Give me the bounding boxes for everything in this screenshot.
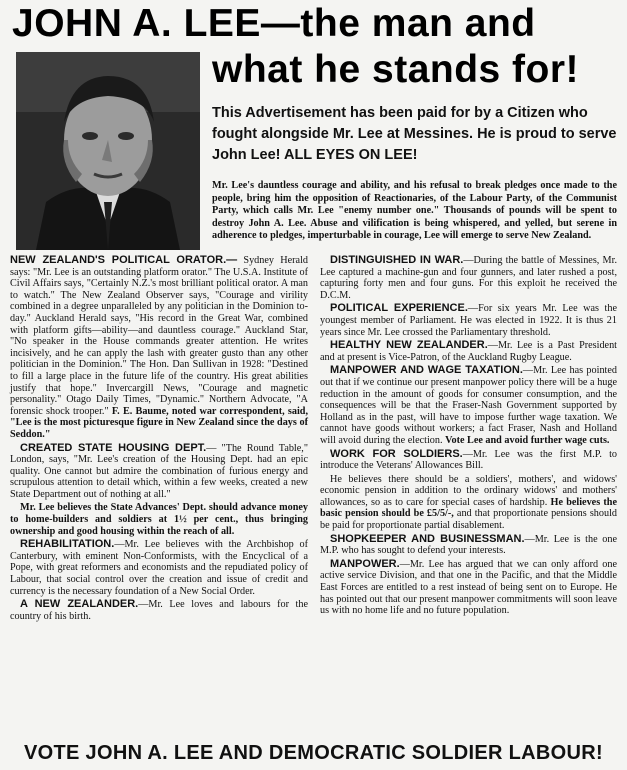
nz-body: —Mr. Lee loves and labours for the country of his birth. <box>10 599 309 622</box>
mp-section <box>320 559 617 617</box>
pol-body: —For six years Mr. Lee was the youngest member of Parliament. He was elected in 1922. It is thus 21 years since Mr. Lee crossed the Parliamentary threshold. <box>320 303 618 338</box>
nz-heading: A NEW ZEALANDER. <box>20 598 139 611</box>
work-section-2 <box>320 474 617 532</box>
mp-heading: MANPOWER. <box>330 557 400 570</box>
orator-heading: NEW ZEALAND'S POLITICAL ORATOR.— <box>10 254 238 266</box>
headline-line-2: what he stands for! <box>212 48 580 91</box>
rehab-body: —Mr. Lee believes with the Archbishop of Canterbury, with eminent Non-Conformists, with the Encyclical of a Pope, with great reformers and economists and the repudiated policy of Labour, that social control over the creation and issue of credit and currency is the necessary foundation of a New Social Order. <box>10 539 308 597</box>
manpower-wage-section <box>320 365 617 446</box>
housing-heading: CREATED STATE HOUSING DEPT. <box>20 441 207 454</box>
work-bold: He believes the basic pension should be £5/5/-, <box>320 496 617 520</box>
manpower-wage-bold: Vote Lee and avoid further wage cuts. <box>445 434 610 446</box>
war-heading: DISTINGUISHED IN WAR. <box>330 254 464 266</box>
pol-heading: POLITICAL EXPERIENCE. <box>330 302 468 315</box>
work-body-2: He believes there should be a soldiers', mothers', and widows' economic pension in addition to the ordinary widows' and mothers' allowances, so as to care for special cases of hardship. <box>320 473 617 508</box>
portrait-illustration <box>16 52 200 250</box>
nz-section <box>10 599 308 622</box>
manpower-wage-heading: MANPOWER AND WAGE TAXATION. <box>330 364 523 377</box>
health-section <box>320 340 617 363</box>
health-heading: HEALTHY NEW ZEALANDER. <box>330 339 488 352</box>
shop-section <box>320 534 617 557</box>
footer-slogan: VOTE JOHN A. LEE AND DEMOCRATIC SOLDIER LABOUR! <box>24 742 603 764</box>
intro-text: This Advertisement has been paid for by a Citizen who fought alongside Mr. Lee at Messines. He is proud to serve John Lee! ALL EYES ON LEE! <box>212 105 617 163</box>
work-section <box>320 449 617 472</box>
left-column <box>10 255 308 624</box>
war-body: —During the battle of Messines, Mr. Lee captured a machine-gun and four gunners, and later rushed a post, capturing forty men and four guns. For this exploit he received the D.C.M. <box>320 255 617 301</box>
housing-section <box>10 443 308 501</box>
pol-section <box>320 303 617 338</box>
headline-line-1: JOHN A. LEE—the man and <box>12 2 536 45</box>
portrait-photo <box>16 52 200 250</box>
health-body: —Mr. Lee is a Past President and at present is Vice-Patron, of the Auckland Rugby League. <box>320 340 618 363</box>
shop-body: —Mr. Lee is the one M.P. who has sought to defend your interests. <box>320 533 617 557</box>
mp-body: —Mr. Lee has argued that we can only afford one active service Division, and that one in the Pacific, and that the Middle East Forces are entitled to a rest instead of being sent on to Europe. He has pointed out that our present manpower commitments will soon leave us with no home life and no future population. <box>320 558 617 617</box>
work-heading: WORK FOR SOLDIERS. <box>330 447 463 460</box>
orator-section <box>10 255 308 441</box>
work-body: —Mr. Lee was the first M.P. to introduce the Veterans' Allowances Bill. <box>320 448 617 472</box>
shop-heading: SHOPKEEPER AND BUSINESSMAN. <box>330 532 525 545</box>
rehab-section <box>10 539 308 597</box>
manpower-wage-body: —Mr. Lee has pointed out that if we continue our present manpower policy there will be a huge reduction in the amount of goods for consumer consumption, and the consequences will be that the Fraser-Nash Government supported by Holland as in the past, will have to impose further wage taxation. We cannot have goods without workers; a fact Fraser, Nash and Holland will avoid during the election. <box>320 365 617 446</box>
orator-body: Sydney Herald says: "Mr. Lee is an outstanding platform orator." The U.S.A. Institute of Civil Affairs says, "Certainly N.Z.'s most brilliant political orator. A man to watch." The New Zealand Observer says, "Courage and virility combined in a degree unparalleled by any politician in the Dominion to-day." Auckland Herald says, "His record in the Great War, combined with platform gifts—ability—and dauntless courage." Auckland Star, "No speaker in the House commands greater attention. He writes incisively, and he can apply the lash with greater gusto than any other politician in the Dominion." The Hon. Dan Sullivan in 1928: "Destined to fill a large place in the future life of the country. His great abilities justify that hope." Invercargill News, "Courage and magnetic personality." Otago Daily Times, "Dynamic." Northern Advocate, "A forensic shock trooper." <box>10 255 308 417</box>
war-section <box>320 255 617 301</box>
housing-bold: Mr. Lee believes the State Advances' Dept. should advance money to home-builders and soldiers at 1½ per cent., thus bringing ownership and good housing within the reach of all. <box>10 502 308 537</box>
housing-bold-section <box>10 502 308 537</box>
lead-paragraph: Mr. Lee's dauntless courage and ability, and his refusal to break pledges once made to the people, bring him the opposition of Reactionaries, of the Labour Party, of the Communist Party, which calls Mr. Lee "enemy number one." Thousands of pounds will be spent to destroy John A. Lee. Abuse and vilification is being whispered, and yelled, but serene in adherence to pledges, imperturbable in courage, Lee will emerge to serve New Zealand. <box>212 180 617 242</box>
right-column <box>320 255 617 619</box>
orator-bold: F. E. Baume, noted war correspondent, said, "Lee is the most picturesque figure in New Zealand since the days of Seddon." <box>10 405 309 440</box>
rehab-heading: REHABILITATION. <box>20 538 115 551</box>
work-tail: and that proportionate pensions should be paid for proportionate partial disablement. <box>320 508 617 532</box>
housing-body: — "The Round Table," London, says, "Mr. Lee's creation of the Housing Dept. had an epic quality. One cannot but admire the combination of furious energy and scrupulous attention to detail which, within a few weeks, created a new State Department out of nothing at all." <box>10 442 308 500</box>
